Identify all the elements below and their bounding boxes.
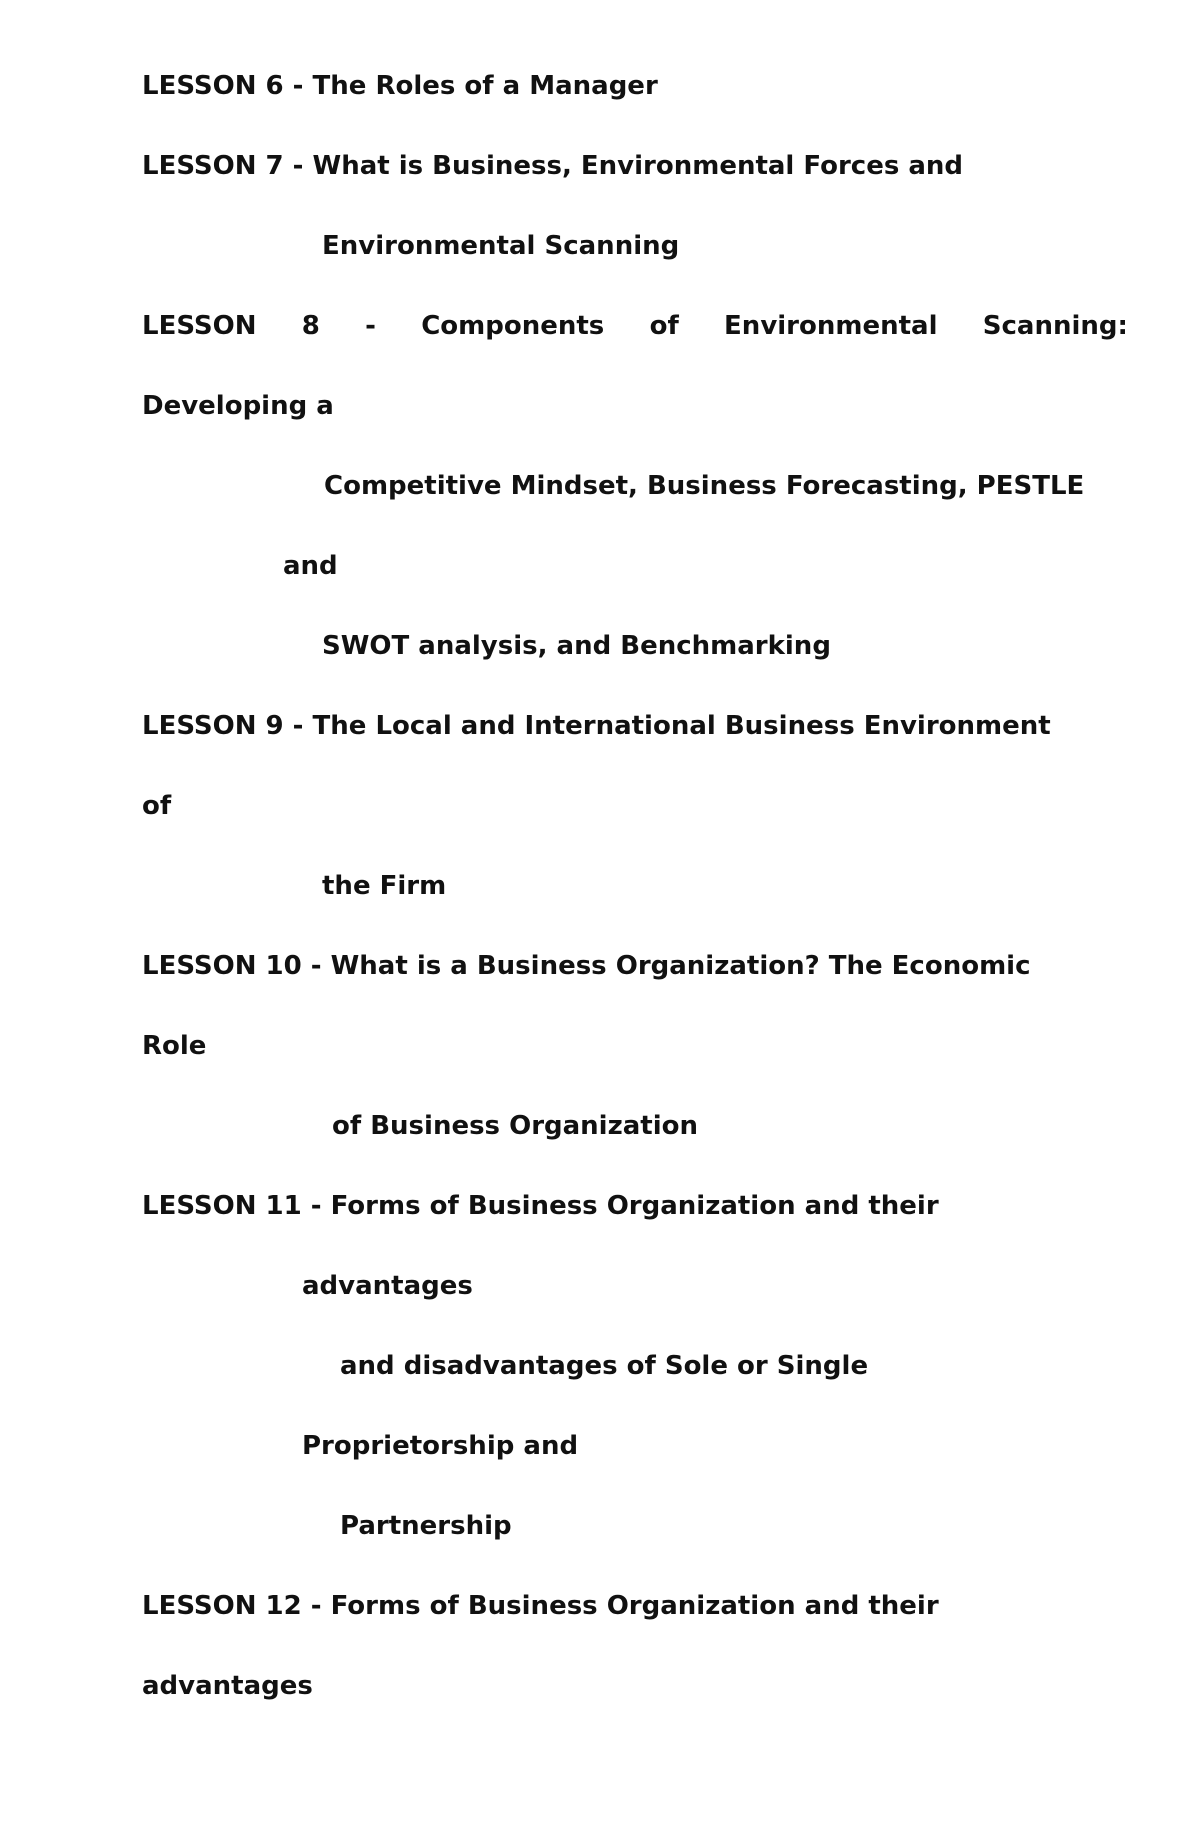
text-line: the Firm	[322, 871, 447, 901]
text-line: Proprietorship and	[302, 1431, 579, 1461]
text-line: of Business Organization	[332, 1111, 698, 1141]
word: Scanning:	[982, 311, 1128, 341]
text-line-justified	[142, 310, 1128, 342]
text-line: Competitive Mindset, Business Forecasting, PESTLE	[324, 471, 1085, 501]
text-line: of	[142, 791, 172, 821]
word: -	[365, 311, 376, 341]
text-line: Role	[142, 1031, 207, 1061]
text-line: LESSON 7 - What is Business, Environmental Forces and	[142, 151, 964, 181]
text-line: LESSON 12 - Forms of Business Organization and their	[142, 1591, 939, 1621]
text-line: LESSON 11 - Forms of Business Organization and their	[142, 1191, 939, 1221]
word: Components	[421, 311, 605, 341]
text-line: advantages	[302, 1271, 473, 1301]
word: 8	[301, 311, 320, 341]
text-line: Environmental Scanning	[322, 231, 680, 261]
text-line: advantages	[142, 1671, 313, 1701]
text-line: and disadvantages of Sole or Single	[340, 1351, 869, 1381]
text-line: LESSON 10 - What is a Business Organization? The Economic	[142, 951, 1031, 981]
text-line: and	[283, 551, 338, 581]
text-line: SWOT analysis, and Benchmarking	[322, 631, 831, 661]
word: LESSON	[142, 311, 257, 341]
text-line: Developing a	[142, 391, 334, 421]
text-line: Partnership	[340, 1511, 512, 1541]
word: of	[649, 311, 679, 341]
text-line: LESSON 9 - The Local and International Business Environment	[142, 711, 1051, 741]
word: Environmental	[724, 311, 938, 341]
text-line: LESSON 6 - The Roles of a Manager	[142, 71, 658, 101]
